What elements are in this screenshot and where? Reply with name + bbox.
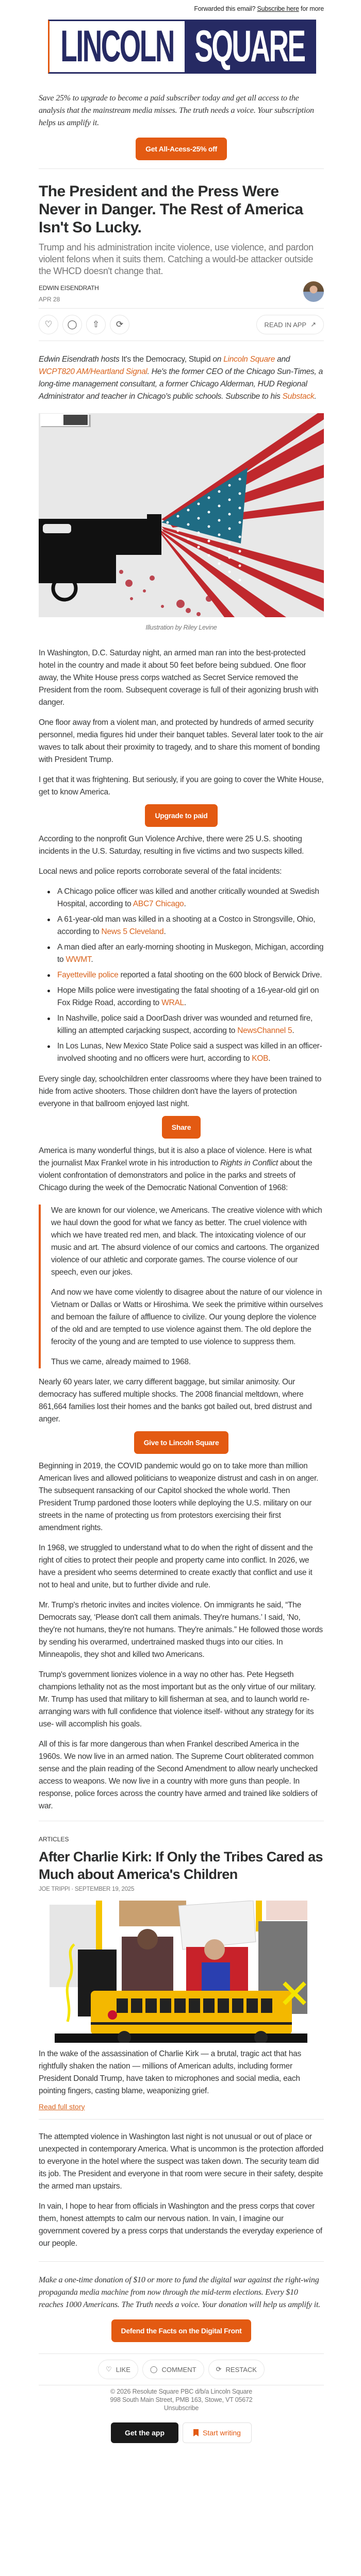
upgrade-to-paid-button[interactable]: Upgrade to paid: [145, 804, 217, 827]
flag-star: [208, 540, 210, 543]
footer-copyright: © 2026 Resolute Square PBC d/b/a Lincoln Square: [110, 2388, 252, 2395]
flag-star: [218, 563, 221, 565]
flag-star: [239, 507, 241, 510]
text-segment: In Washington, D.C. Saturday night, an armed man ran into the best-protected hotel in the country and made it about 50 feet before being subdued. One floor away, the White House press corps watched as Secret Service removed the President from the room. Subsequent coverage is full of their agonizing brush with danger.: [39, 649, 319, 707]
comment-icon[interactable]: ◯: [62, 315, 82, 334]
list-item: [57, 1040, 324, 1065]
flag-star: [198, 517, 200, 520]
inline-link[interactable]: Substack: [282, 392, 315, 401]
flag-star: [177, 530, 179, 532]
paragraph: [39, 647, 324, 709]
read-in-app-label: READ IN APP: [264, 320, 307, 329]
start-writing-button[interactable]: [183, 2422, 252, 2443]
text-segment: A man died after an early-morning shooting in Muskegon, Michigan, according to: [57, 943, 324, 964]
bus-window: [203, 1998, 215, 2013]
comment-button[interactable]: [142, 2360, 204, 2379]
text-segment: America is many wonderful things, but it is also a place of violence. Here is what the journalist Max Frankel wrote in his introduction to: [39, 1146, 312, 1167]
restack-icon[interactable]: ⟳: [110, 315, 129, 334]
inline-link[interactable]: WRAL: [161, 998, 184, 1007]
text-segment: Trump's government lionizes violence in a way no other has. Pete Hegseth champions lethality not as the most important but as the only virtue of our military. Mr. Trump has used that military to kill fisherman at sea, and to launch world re-arranging wars with full confidence that violence itself- without any strategy for its use- will accomplish his goals.: [39, 1670, 316, 1728]
post-meta: [39, 284, 324, 308]
flag-star: [187, 538, 190, 540]
flag-star: [177, 515, 179, 518]
flag-star: [228, 499, 231, 501]
text-segment: .: [268, 1054, 271, 1063]
flag-star: [228, 542, 231, 545]
divider: [39, 2261, 324, 2262]
text-segment: Local news and police reports corroborate several of the fatal incidents:: [39, 867, 282, 876]
logo-text-left: LINCOLN: [60, 22, 174, 71]
quote-paragraph: And now we have come violently to disagree about the nature of our violence in Vietnam or Dallas or Watts or Hiroshima. We seek the primitive within ourselves and bemoan the failure of affluence to civilize. Our young deplore the violence of the old and are tempted to use violence against them. The old deplore the ferocity of the young and are tempted to use violence to suppress them.: [51, 1288, 323, 1346]
divider: [39, 168, 324, 169]
text-segment: .: [91, 955, 93, 964]
divider: [39, 2119, 324, 2120]
text-segment: A 61-year-old man was killed in a shooting at a Costco in Strongsville, Ohio, according to: [57, 915, 316, 936]
paragraph: [39, 717, 324, 766]
flag-star: [218, 519, 221, 522]
button-row: [39, 1116, 324, 1139]
arrow-up-right-icon: ↗: [310, 320, 316, 328]
text-segment: . He's the former CEO of the Chicago Sun-Times, a long-time management consultant, a former Chicago Alderman, HUD Regional Administrator and teacher in Chicago's public schools. Subscribe to his: [39, 367, 323, 401]
text-segment: All of this is far more dangerous than when Frankel described America in the 1960s. We now live in an armed nation. The Supreme Court obliterated common sense and the plain reading of the Second Amendment to allow nearly unchecked access to weapons. We now live in a country with more guns than people. In response, police forces across the country have armed and trained like soldiers of war.: [39, 1740, 318, 1810]
email-container: [39, 0, 324, 2448]
bus-window: [145, 1998, 157, 2013]
flag-star: [208, 526, 210, 528]
inline-link[interactable]: Lincoln Square: [223, 355, 275, 364]
paragraph: [39, 1599, 324, 1661]
related-byline: JOE TRIPPI · SEPTEMBER 19, 2025: [39, 1886, 135, 1892]
text-segment: and: [275, 355, 290, 364]
paragraph: [39, 833, 324, 858]
flag-star: [228, 528, 231, 530]
list-item: [57, 941, 324, 966]
flag-star: [208, 554, 210, 557]
text-segment: on: [210, 355, 224, 364]
unsubscribe-link[interactable]: Unsubscribe: [163, 2404, 199, 2412]
text-segment: It's the Democracy, Stupid: [121, 355, 211, 364]
read-in-app-button[interactable]: [256, 315, 324, 334]
list-item: [57, 886, 324, 910]
paragraph: [39, 1669, 324, 1731]
author-avatar[interactable]: [303, 281, 324, 302]
text-segment: Mr. Trump's rhetoric invites and incites violence. On immigrants he said, “The Democrats say, ‘Please don't call them animals. They're humans.’ I said, ‘No, they're not humans, they're not humans. They're animals.” He followed those words by sending his overarmed, undertrained masked thugs into our cities. In Minneapolis, they shot and killed two Americans.: [39, 1601, 323, 1659]
restack-label: RESTACK: [225, 2365, 257, 2374]
footer: [39, 2385, 324, 2412]
post-subtitle: Trump and his administration incite violence, use violence, and pardon violent felons when it suits them. Catching a would-be attacker outside the WHCD doesn't change that.: [39, 242, 314, 276]
text-segment: .: [184, 900, 186, 908]
subscribe-link[interactable]: Subscribe here: [257, 5, 299, 12]
text-segment: .: [314, 392, 317, 401]
flag-star: [198, 546, 200, 549]
forwarded-suffix: for more: [301, 5, 324, 12]
get-the-app-button[interactable]: Get the app: [111, 2422, 178, 2443]
author-name[interactable]: EDWIN EISENDRATH: [39, 284, 99, 292]
related-article-title[interactable]: After Charlie Kirk: If Only the Tribes Cared as Much about America's Children: [39, 1849, 323, 1882]
paragraph: [39, 1542, 324, 1591]
flag-star: [198, 532, 200, 534]
flag-star: [218, 534, 221, 536]
flag-star: [228, 571, 231, 573]
article-body: [39, 647, 324, 1812]
flag-star: [218, 505, 221, 507]
text-segment: A Chicago police officer was killed and another critically wounded at Swedish Hospital, according to: [57, 887, 319, 908]
restack-button[interactable]: [208, 2360, 265, 2379]
post-date: APR 28: [39, 296, 60, 303]
footer-address: 998 South Main Street, PMB 163, Stowe, VT 05672: [110, 2396, 253, 2403]
promo-text: Save 25% to upgrade to become a paid subscriber today and get all access to the analysis that the mainstream media misses. The truth needs a voice. Your subscription helps us amplify it.: [39, 94, 314, 127]
text-segment: Edwin Eisendrath hosts: [39, 355, 122, 364]
paragraph: [39, 1460, 324, 1534]
heart-icon[interactable]: ♡: [39, 315, 58, 334]
text-segment: Every single day, schoolchildren enter classrooms where they have been trained to hide from active shooters. Those children don't have the layers of protection everyone in that ballroom enjoyed last night.: [39, 1075, 322, 1108]
flag-star: [208, 497, 210, 499]
bus-window: [160, 1998, 171, 2013]
text-segment: .: [163, 927, 166, 936]
bus-window: [247, 1998, 258, 2013]
comment-icon: ◯: [150, 2365, 158, 2373]
comment-label: COMMENT: [161, 2365, 196, 2374]
heart-icon: ♡: [106, 2365, 112, 2373]
text-segment: In Nashville, police said a DoorDash driver was wounded and returned fire, killing an attempted carjacking suspect, according to: [57, 1014, 313, 1035]
inline-link[interactable]: NewsChannel 5: [237, 1026, 292, 1035]
flag-star: [239, 536, 241, 538]
flag-star: [218, 490, 221, 493]
flag-star: [239, 550, 241, 553]
bus-window: [261, 1998, 272, 2013]
flag-star: [208, 511, 210, 514]
bus-window: [131, 1998, 142, 2013]
inline-link[interactable]: Fayetteville police: [57, 971, 119, 979]
related-article-image[interactable]: [50, 1901, 311, 2043]
donate-text: Make a one-time donation of $10 or more to fund the digital war against the right-wing propaganda media machine from now through the mid-term elections. Every $10 reaches 1000 Americans. The Truth needs a voice. Your donation will help us amplify it.: [39, 2276, 320, 2309]
lincoln-square-logo[interactable]: [48, 20, 316, 74]
closing-paragraph: The attempted violence in Washington last night is not unusual or out of place or unexpected in contemporary America. What is uncommon is the protection afforded to everyone in the hotel where the suspect was taken down. The security team did its job. The President and everyone in that room were secure in their safety, despite the armed man upstairs.: [39, 2132, 324, 2191]
text-segment: One floor away from a violent man, and protected by hundreds of armed security personnel, media figures hid under their banquet tables. Several later took to the air waves to talk about their proximity to tragedy, and to share this moment of bonding with President Trump.: [39, 718, 323, 764]
paragraph: [39, 1073, 324, 1110]
inline-link[interactable]: News 5 Cleveland: [101, 927, 164, 936]
flag-star: [198, 503, 200, 505]
give-to-lincoln-square-button[interactable]: Give to Lincoln Square: [134, 1431, 229, 1454]
defend-the-facts-button[interactable]: Defend the Facts on the Digital Front: [111, 2319, 252, 2342]
text-segment: about the violent confrontation of demonstrators and police in the parks and streets of Chicago during the week of the Democratic National Convention of 1968:: [39, 1159, 313, 1192]
start-writing-label: Start writing: [203, 2429, 241, 2437]
paragraph: [39, 866, 324, 878]
post-actions: [39, 309, 324, 341]
bookmark-icon: [193, 2429, 199, 2436]
bus-window: [174, 1998, 186, 2013]
text-segment: I get that it was frightening. But seriously, if you are going to cover the White House, get to know America.: [39, 775, 324, 796]
get-all-access-button[interactable]: Get All-Acess-25% off: [136, 138, 227, 160]
text-segment: .: [184, 998, 186, 1007]
forwarded-text: Forwarded this email?: [194, 5, 256, 12]
text-segment: In Los Lunas, New Mexico State Police said a suspect was killed in an officer-involved shooting and no officers were hurt, according to: [57, 1042, 322, 1063]
post-title[interactable]: The President and the Press Were Never in Danger. The Rest of America Isn't So Lucky.: [39, 183, 303, 236]
blockquote: [39, 1205, 324, 1368]
bus-window: [232, 1998, 243, 2013]
list-item: [57, 969, 324, 981]
flag-star: [239, 493, 241, 495]
inline-link[interactable]: ABC7 Chicago: [133, 900, 184, 908]
bus-window: [189, 1998, 200, 2013]
related-kicker: ARTICLES: [39, 1836, 69, 1843]
paragraph: [39, 1145, 324, 1194]
bus-window: [117, 1998, 128, 2013]
list-item: [57, 913, 324, 938]
flag-star: [228, 484, 231, 487]
closing-paragraph: In vain, I hope to hear from officials in Washington and the press corps that cover them, honest attempts to calm our nervous nation. In vain, I imagine our government covered by a press corps that understands the everyday experience of our people.: [39, 2202, 322, 2248]
text-segment: Hope Mills police were investigating the fatal shooting of a 16-year-old girl on Fox Ridge Road, according to: [57, 986, 319, 1007]
text-segment: According to the nonprofit Gun Violence Archive, there were 25 U.S. shooting incidents in the U.S. Saturday, resulting in five victims and two suspects killed.: [39, 835, 304, 856]
flag-star: [239, 565, 241, 567]
flag-star: [167, 521, 169, 524]
related-excerpt: In the wake of the assassination of Charlie Kirk — a brutal, tragic act that has rightfully shaken the nation — millions of American adults, including former President Donald Trump, have taken to microphones and social media, each pointing fingers, casting blame, weaponizing grief.: [39, 2049, 301, 2095]
flag-star: [239, 521, 241, 524]
image-caption: Illustration by Riley Levine: [145, 624, 217, 631]
inline-link[interactable]: WWMT: [65, 955, 91, 964]
paragraph: [39, 1376, 324, 1426]
quote-paragraph: We are known for our violence, we Americans. The creative violence with which we haul down the good for what we fancy as better. The cruel violence with which we have treated red men, and black. The intoxicating violence of our music and art. The absurd violence of our comics and cartoons. The organized violence of our athletic and corporate games. The course violence of our speech, even our jokes.: [51, 1206, 322, 1277]
like-label: LIKE: [116, 2365, 130, 2374]
text-segment: In 1968, we struggled to understand what to do when the right of dissent and the right of cities to protect their people and property came into conflict. In 2026, we have a president who seems determined to create exactly that conflict and use it not to heal and unite, but to further divide and rule.: [39, 1544, 313, 1589]
list-item: [57, 1012, 324, 1037]
forwarded-notice: [39, 0, 324, 12]
flag-star: [228, 556, 231, 559]
text-segment: Nearly 60 years later, we carry different baggage, but similar animosity. Our democracy has suffered multiple shocks. The 2008 financial meltdown, where 861,664 families lost their homes and the banks got bailed out, bred distrust and anger.: [39, 1378, 312, 1423]
flag-star: [187, 523, 190, 526]
button-row: [39, 804, 324, 827]
author-bio: [39, 353, 324, 403]
text-segment: Beginning in 2019, the COVID pandemic would go on to take more than million American lives and allowed politicians to weaponize distrust and cash in on anger. The subsequent ransacking of our Capitol shocked the whole world. Then President Trump pardoned those looters while deploying the U.S. military on our streets in the name of protecting us from protestors exercising their first amendment rights.: [39, 1462, 319, 1532]
quote-paragraph: Thus we came, already maimed to 1968.: [51, 1358, 191, 1366]
illustration-gun-flag: [39, 413, 324, 617]
flag-star: [239, 579, 241, 582]
paragraph: [39, 1738, 324, 1812]
share-icon[interactable]: ⇧: [86, 315, 106, 334]
bus-window: [218, 1998, 229, 2013]
flag-star: [187, 509, 190, 512]
text-segment: Rights in Conflict: [220, 1159, 278, 1167]
text-segment: reported a fatal shooting on the 600 block of Berwick Drive.: [118, 971, 322, 979]
inline-link[interactable]: KOB: [252, 1054, 269, 1063]
logo-text-right: SQUARE: [194, 22, 305, 71]
flag-star: [228, 513, 231, 516]
engagement-bar: [39, 2354, 324, 2385]
text-segment: .: [292, 1026, 294, 1035]
paragraph: [39, 774, 324, 799]
share-button[interactable]: Share: [162, 1116, 201, 1139]
list-item: [57, 985, 324, 1009]
read-full-story-link[interactable]: Read full story: [39, 2103, 85, 2111]
flag-star: [218, 548, 221, 551]
button-row: [39, 1431, 324, 1454]
like-button[interactable]: [98, 2360, 138, 2379]
incident-list: [57, 886, 324, 1065]
inline-link[interactable]: WCPT820 AM/Heartland Signal: [39, 367, 147, 376]
restack-icon: ⟳: [216, 2365, 222, 2373]
flag-star: [239, 478, 241, 481]
